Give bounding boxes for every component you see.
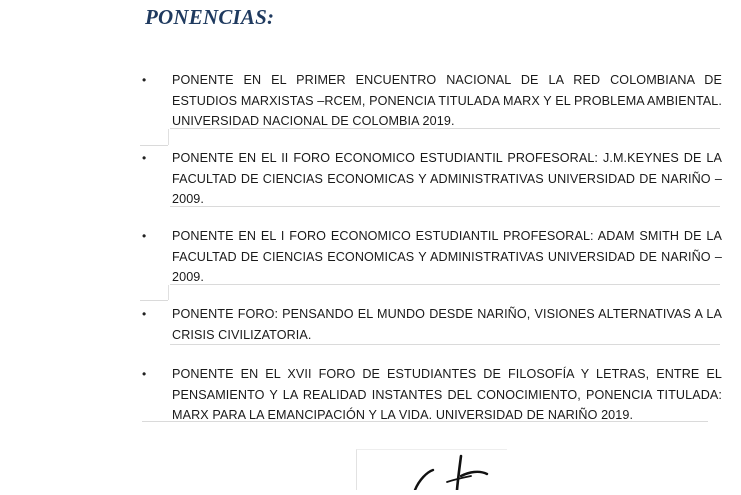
signature-area	[356, 449, 507, 490]
separator-tick	[168, 285, 169, 300]
list-item-text: PONENTE EN EL XVII FORO DE ESTUDIANTES DE FILOSOFÍA Y LETRAS, ENTRE EL PENSAMIENTO Y LA REALIDAD INSTANTES DEL CONOCIMIENTO, PONENCIA TITULADA: MARX PARA LA EMANCIPACIÓN Y LA VIDA. UNIVERSIDAD DE NARIÑO 2019.	[172, 367, 722, 422]
separator-line	[140, 300, 168, 301]
separator-line	[170, 284, 720, 285]
separator-tick	[168, 129, 169, 145]
list-item-text: PONENTE EN EL II FORO ECONOMICO ESTUDIANTIL PROFESORAL: J.M.KEYNES DE LA FACULTAD DE CIENCIAS ECONOMICAS Y ADMINISTRATIVAS UNIVERSIDAD DE NARIÑO – 2009.	[172, 151, 722, 206]
separator-line	[170, 128, 720, 129]
separator-line	[170, 206, 720, 207]
list-item	[142, 364, 722, 426]
separator-line	[142, 421, 708, 422]
separator-line	[170, 344, 720, 345]
list-item	[142, 70, 722, 132]
bullet-icon: •	[142, 367, 147, 381]
list-item-text: PONENTE EN EL PRIMER ENCUENTRO NACIONAL DE LA RED COLOMBIANA DE ESTUDIOS MARXISTAS –RCEM, PONENCIA TITULADA MARX Y EL PROBLEMA AMBIENTAL. UNIVERSIDAD NACIONAL DE COLOMBIA 2019.	[172, 73, 722, 128]
list-item	[142, 226, 722, 288]
section-heading: PONENCIAS:	[145, 5, 275, 29]
bullet-icon: •	[142, 73, 147, 87]
bullet-icon: •	[142, 151, 147, 165]
signature-icon	[357, 450, 507, 490]
bullet-icon: •	[142, 307, 147, 321]
bullet-icon: •	[142, 229, 147, 243]
separator-line	[140, 145, 168, 146]
list-item-text: PONENTE EN EL I FORO ECONOMICO ESTUDIANTIL PROFESORAL: ADAM SMITH DE LA FACULTAD DE CIENCIAS ECONOMICAS Y ADMINISTRATIVAS UNIVERSIDAD DE NARIÑO – 2009.	[172, 229, 722, 284]
list-item	[142, 148, 722, 210]
list-item	[142, 304, 722, 345]
list-item-text: PONENTE FORO: PENSANDO EL MUNDO DESDE NARIÑO, VISIONES ALTERNATIVAS A LA CRISIS CIVILIZATORIA.	[172, 307, 722, 342]
